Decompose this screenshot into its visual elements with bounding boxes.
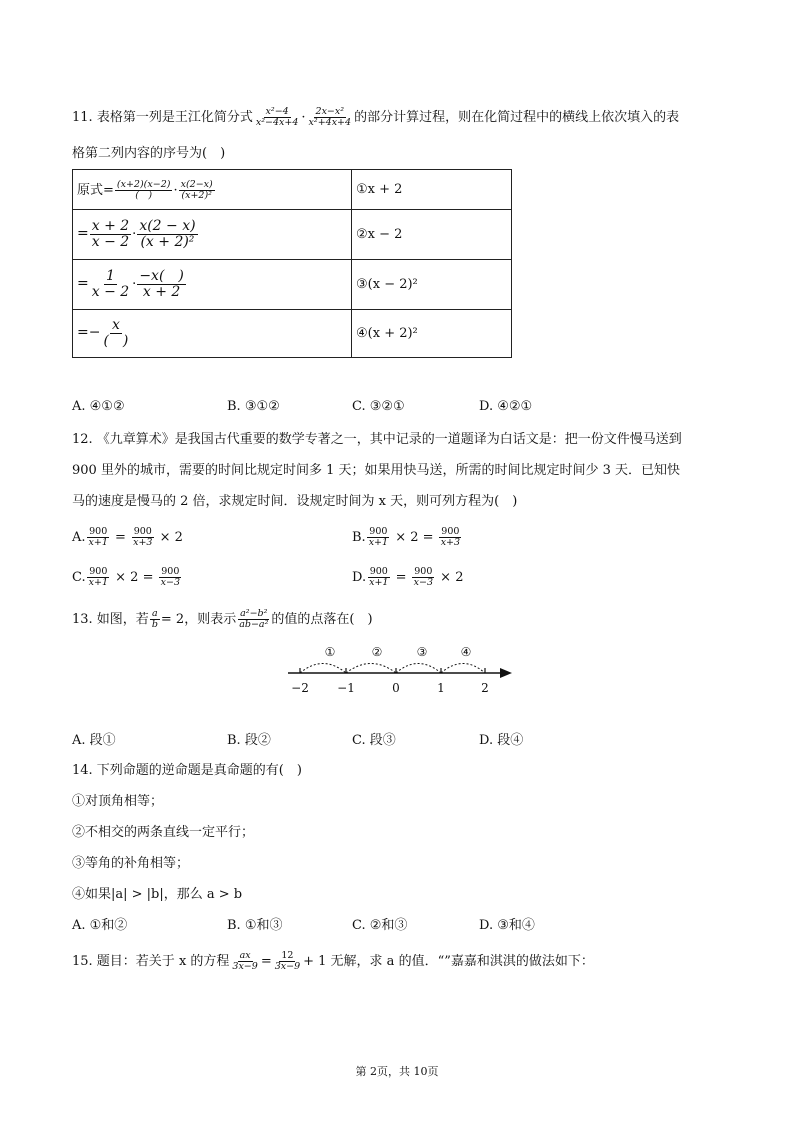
r2-f1-den: x − 2 <box>91 234 130 250</box>
q13-ratio-eq: = 2，则表示 <box>160 612 237 627</box>
q12-line-3: 马的速度是慢马的 2 倍，求规定时间．设规定时间为 x 天，则可列方程为( ) <box>72 494 518 509</box>
calc-cell-2-left: = $\frac{x + 2}{x - 2}$ · $\frac{x(2 - x)}{\text{(x + 2)²}}$ <box>73 210 352 260</box>
calc-cell-4-left <box>73 310 352 358</box>
q15-fraction-1 <box>230 951 259 972</box>
r3-frac-1 <box>90 269 131 299</box>
q11-options <box>72 394 732 420</box>
r2-f2-num: x(2 − x) <box>139 218 196 235</box>
q12-a-f1-num: 900 <box>89 526 108 538</box>
q11-option-a[interactable]: A. ④①② <box>72 399 125 414</box>
r1-f1-den: ( ) <box>135 189 153 201</box>
q15-f2-den: 3x−9 <box>274 961 301 972</box>
q13-option-a[interactable]: A. 段① <box>72 733 116 748</box>
q13-expr-num: a²−b² <box>240 608 268 620</box>
r4-prefix: =− <box>77 325 101 341</box>
q13-expr <box>237 609 270 630</box>
calc-cell-1-right: ①x + 2 <box>352 170 512 210</box>
tick-labels <box>291 681 489 695</box>
q11-text-c: 格第二列内容的序号为( ) <box>72 146 226 161</box>
tick-label: −2 <box>291 681 309 695</box>
r1-f2-den: (x+2)² <box>181 189 212 201</box>
q13-option-b[interactable]: B. 段② <box>227 733 271 748</box>
q15-stem <box>72 947 732 977</box>
q11-fraction-1 <box>254 107 301 128</box>
q12-d-eq: = <box>395 570 407 585</box>
q12-d-f2-num: 900 <box>414 566 433 578</box>
q12-b-f2-den: x+3 <box>440 537 461 548</box>
q12-option-b[interactable] <box>352 523 463 553</box>
q12-a-frac-2 <box>131 527 154 548</box>
q11-f2-den: x²+4x+4 <box>308 117 352 128</box>
q11-text-a: 表格第一列是王江化简分式 <box>96 110 253 125</box>
q12-b-times: × 2 <box>395 530 419 545</box>
q13-stem <box>72 605 732 635</box>
q12-option-a[interactable] <box>72 523 183 553</box>
q14-option-d[interactable]: D. ③和④ <box>479 918 535 933</box>
q14-options <box>72 913 732 939</box>
segment-arcs <box>300 664 485 674</box>
q12-b-eq: = <box>422 530 434 545</box>
r1-prefix: 原式= <box>77 182 114 198</box>
q11-f1-den: x²−4x+4 <box>255 117 299 128</box>
q15-suffix: + 1 无解，求 a 的值．“”嘉嘉和淇淇的做法如下： <box>303 954 594 969</box>
tick-label: −1 <box>337 681 355 695</box>
q12-c-eq: = <box>142 570 154 585</box>
r1-frac-2 <box>179 180 215 201</box>
segment-labels <box>325 645 472 659</box>
q12-c-frac-1 <box>87 567 110 588</box>
segment-label-1: ① <box>324 645 336 659</box>
q11-text-line2 <box>72 141 732 167</box>
q12-a-times: × 2 <box>159 530 183 545</box>
q12-c-frac-2 <box>159 567 182 588</box>
question-11-stem: 11. 表格第一列是王江化简分式 $\frac{\text{x²−4}}{\text{x²−4x+4}}$ · $\frac{\text{2x−x²}}{\text{x²+4x+4}}$ 的部分计算过程，则在化简过程中的横线上依次填入的表 <box>72 106 680 128</box>
q14-option-a[interactable]: A. ①和② <box>72 918 128 933</box>
q13-option-c[interactable]: C. 段③ <box>352 733 396 748</box>
q12-a-f1-den: x+1 <box>88 537 108 548</box>
q11-number: 11. <box>72 110 93 125</box>
q12-b-label: B. <box>352 530 366 545</box>
q14-option-c[interactable]: C. ②和③ <box>352 918 408 933</box>
tick-label: 2 <box>481 681 489 695</box>
q11-f2-num: 2x−x² <box>315 106 345 118</box>
segment-arc-4 <box>441 664 485 674</box>
q12-c-f2-num: 900 <box>161 566 180 578</box>
q15-f2-num: 12 <box>281 950 294 962</box>
q12-option-c[interactable] <box>72 563 183 593</box>
r3-f2-num: −x( ) <box>139 268 184 285</box>
r2-frac-2 <box>137 219 197 249</box>
segment-label-4: ④ <box>460 645 472 659</box>
q12-option-d[interactable] <box>352 563 463 593</box>
segment-label-3: ③ <box>416 645 428 659</box>
q12-c-f1-num: 900 <box>89 566 108 578</box>
q12-d-label: D. <box>352 570 367 585</box>
calc-row-2 <box>73 210 512 260</box>
r2-prefix: = <box>77 226 89 242</box>
r1-f1-num: (x+2)(x−2) <box>116 178 171 190</box>
r3-frac-2 <box>137 269 186 299</box>
q12-b-frac-2 <box>439 527 462 548</box>
q12-d-times: × 2 <box>440 570 464 585</box>
q12-c-f2-den: x−3 <box>160 577 180 588</box>
q13-options <box>72 728 732 754</box>
r3-prefix: = <box>77 276 89 292</box>
q12-line-1: 12. 《九章算术》是我国古代重要的数学专著之一，其中记录的一道题译为白话文是：把一份文件慢马送到 <box>72 432 682 447</box>
page-footer: 第 2页，共 10页 <box>355 1065 439 1078</box>
q14-option-b[interactable]: B. ①和③ <box>227 918 283 933</box>
calc-cell-3-left: = $\frac{1}{x - 2}$ · $\frac{-x( )}{x + 2}$ <box>73 260 352 310</box>
q13-prefix: 13. 如图，若 <box>72 612 149 627</box>
r1-frac-1 <box>115 180 173 201</box>
q12-b-f1-num: 900 <box>369 526 388 538</box>
q11-option-d[interactable]: D. ④②① <box>479 399 533 414</box>
calc-cell-4-right: ④(x + 2)² <box>352 310 512 358</box>
r4-f-den: ( ) <box>103 333 129 349</box>
q15-fraction-2 <box>273 951 302 972</box>
q15-prefix: 15. 题目：若关于 x 的方程 <box>72 954 230 969</box>
q12-d-f1-den: x+1 <box>369 577 389 588</box>
q14-stem: 14. 下列命题的逆命题是真命题的有( ) <box>72 763 302 778</box>
q12-line-2: 900 里外的城市，需要的时间比规定时间多 1 天；如果用快马送，所需的时间比规定时间少 3 天．已知快 <box>72 463 681 478</box>
r2-frac-1 <box>90 219 131 249</box>
q12-d-f1-num: 900 <box>369 566 388 578</box>
r4-frac <box>101 318 130 348</box>
r4-f-num: x <box>111 317 120 334</box>
q12-c-times: × 2 <box>115 570 139 585</box>
q14-item-2: ②不相交的两条直线一定平行； <box>72 825 255 840</box>
q12-d-f2-den: x−3 <box>413 577 434 588</box>
calc-cell-3-right: ③(x − 2)² <box>352 260 512 310</box>
calc-row-3 <box>73 260 512 310</box>
q13-ratio <box>150 609 160 630</box>
q13-number-line <box>282 640 522 700</box>
segment-arc-2 <box>346 664 396 674</box>
q12-a-eq: = <box>115 530 126 545</box>
arrow-head-icon <box>500 668 512 678</box>
q13-option-d[interactable]: D. 段④ <box>479 733 524 748</box>
r2-f1-num: x + 2 <box>91 218 130 235</box>
q12-a-f2-num: 900 <box>133 526 152 538</box>
q15-f1-den: 3x−9 <box>232 961 258 972</box>
calc-cell-2-right: ②x − 2 <box>352 210 512 260</box>
segment-arc-3 <box>396 664 441 674</box>
q15-f1-num: ax <box>239 950 251 962</box>
calc-row-4 <box>73 310 512 358</box>
q14-item-1: ①对顶角相等； <box>72 794 164 809</box>
q12-a-frac-1 <box>87 527 110 548</box>
q11-text-b: 的部分计算过程，则在化简过程中的横线上依次填入的表 <box>354 110 680 125</box>
q13-ratio-num: a <box>152 608 158 620</box>
r3-f2-den: x + 2 <box>142 284 181 300</box>
q13-expr-den: ab−a² <box>239 619 269 630</box>
q13-ratio-den: b <box>151 619 158 630</box>
tick-label: 1 <box>437 681 445 695</box>
q12-options-row-1 <box>72 523 732 553</box>
q14-item-3: ③等角的补角相等； <box>72 856 190 871</box>
q12-d-frac-1 <box>367 567 390 588</box>
q12-c-label: C. <box>72 570 86 585</box>
q12-a-label: A. <box>72 530 86 545</box>
q11-option-b[interactable]: B. ③①② <box>227 399 280 414</box>
calc-cell-1-left: 原式= $\frac{(x+2)(x-2)}{( )}$ · $\frac{x(2-x)}{\text{(x+2)²}}$ <box>73 170 352 210</box>
r3-f1-num: 1 <box>105 268 115 285</box>
q11-option-c[interactable]: C. ③②① <box>352 399 405 414</box>
segment-label-2: ② <box>371 645 383 659</box>
r3-f1-den: x − 2 <box>91 284 130 300</box>
q14-item-4: ④如果|a| > |b|，那么 a > b <box>72 887 243 902</box>
q13-suffix: 的值的点落在( ) <box>271 612 373 627</box>
q11-f1-num: x²−4 <box>265 106 289 118</box>
q12-a-f2-den: x+3 <box>133 537 153 548</box>
r2-f2-den: (x + 2)² <box>140 234 195 250</box>
q12-b-f2-num: 900 <box>441 526 460 538</box>
q11-calc-table <box>72 169 512 358</box>
q12-d-frac-2 <box>412 567 435 588</box>
q12-b-f1-den: x+1 <box>368 537 389 548</box>
q11-fraction-2 <box>307 107 354 128</box>
q12-options-row-2 <box>72 563 732 593</box>
q15-eq: = <box>260 954 272 969</box>
calc-row-1 <box>73 170 512 210</box>
r1-f2-num: x(2−x) <box>180 178 213 190</box>
segment-arc-1 <box>300 664 346 674</box>
q12-b-frac-1 <box>367 527 390 548</box>
q12-c-f1-den: x+1 <box>88 577 108 588</box>
tick-label: 0 <box>392 681 400 695</box>
